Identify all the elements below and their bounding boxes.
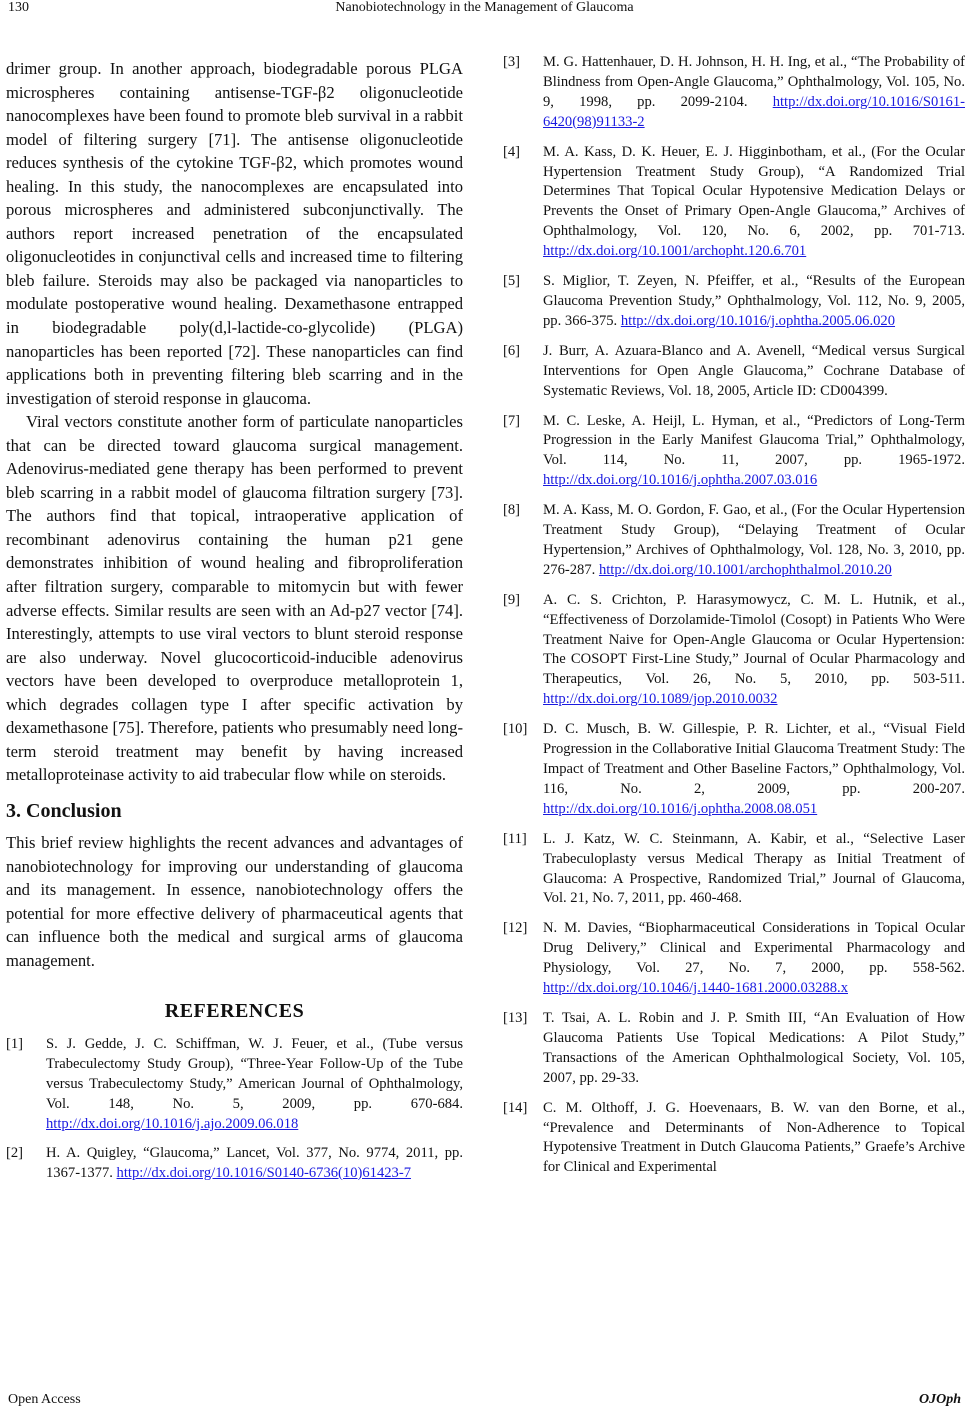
reference-number: [14] xyxy=(503,1099,528,1116)
page-number: 130 xyxy=(8,0,29,15)
reference-number: [10] xyxy=(503,721,528,738)
reference-item xyxy=(503,591,965,710)
reference-item xyxy=(503,501,965,581)
reference-item xyxy=(503,342,965,402)
references-list-left xyxy=(6,1035,463,1183)
reference-citation: A. C. S. Crichton, P. Harasymowycz, C. M. L. Hutnik, et al., “Effectiveness of Dorzolamide-Timolol (Cosopt) in Patients Who Were Treatment Naive for Open-Angle Glaucoma or Ocular Hypertension: The COSOPT First-Line Study,” Journal of Ocular Pharmacology and Therapeutics, Vol. 26, No. 5, 2010, pp. 503-511. xyxy=(543,591,965,688)
reference-number: [11] xyxy=(503,830,527,847)
right-column xyxy=(503,53,965,1188)
reference-citation: L. J. Katz, W. C. Steinmann, A. Kabir, et al., “Selective Laser Trabeculoplasty versus Medical Therapy as Initial Treatment of Glaucoma: A Prospective, Randomized Trial,” Journal of Glaucoma, Vol. 21, No. 7, 2011, pp. 460-468. xyxy=(543,830,965,907)
reference-item xyxy=(6,1035,463,1135)
reference-text xyxy=(543,143,965,262)
reference-text xyxy=(543,830,965,910)
journal-abbrev: OJOph xyxy=(918,1392,961,1407)
reference-citation: M. A. Kass, M. O. Gordon, F. Gao, et al., (For the Ocular Hypertension Treatment Study Group), “Delaying Treatment of Ocular Hypertension,” Archives of Ophthalmology, Vol. 128, No. 3, 2010, pp. 276-287. xyxy=(543,502,965,578)
doi-link[interactable]: http://dx.doi.org/10.1016/S0140-6736(10)61423-7 xyxy=(116,1164,411,1181)
reference-citation: J. Burr, A. Azuara-Blanco and A. Avenell, “Medical versus Surgical Interventions for Open Angle Glaucoma,” Cochrane Database of Systematic Reviews, Vol. 18, 2005, Article ID: CD004399. xyxy=(543,342,965,399)
running-title: Nanobiotechnology in the Management of Glaucoma xyxy=(335,0,634,15)
doi-link[interactable]: http://dx.doi.org/10.1016/j.ophtha.2007.03.016 xyxy=(543,472,818,489)
reference-text xyxy=(543,501,965,581)
reference-number: [2] xyxy=(6,1144,24,1161)
body-paragraph-2: Viral vectors constitute another form of particulate nanoparticles that can be directed toward glaucoma surgical management. Adenovirus-mediated gene therapy has been performed to prevent bleb scarring in a rabbit model of glaucoma filtration surgery [73]. The authors find that topical, intraoperative application of recombinant adenovirus containing the human p21 gene demonstrates inhibition of wound healing and fibroproliferation after filtration surgery, comparable to mitomycin but with fewer adverse effects. Similar results are seen with an Ad-p27 vector [74]. Interestingly, attempts to use viral vectors to blunt steroid response are also underway. Novel glucocorticoid-inducible adenovirus vectors have been developed to overproduce metalloprotein 1, which degrades collagen type I after specific activation by dexamethasone [75]. Therefore, patients who presumably need long-term steroid treatment may benefit by having increased metalloproteinase activity to aid trabecular flow while on steroids. xyxy=(6,412,463,785)
footer-open-access: Open Access xyxy=(8,1392,81,1407)
reference-citation: M. C. Leske, A. Heijl, L. Hyman, et al., “Predictors of Long-Term Progression in the Early Manifest Glaucoma Trial,” Ophthalmology, Vol. 114, No. 11, 2007, pp. 1965-1972. xyxy=(543,412,965,469)
reference-item xyxy=(503,143,965,262)
conclusion-heading: 3. Conclusion xyxy=(6,799,122,822)
reference-item xyxy=(503,1009,965,1089)
doi-link[interactable]: http://dx.doi.org/10.1001/archopht.120.6.701 xyxy=(543,243,807,260)
reference-item xyxy=(503,272,965,332)
reference-text xyxy=(46,1035,463,1135)
reference-number: [12] xyxy=(503,920,528,937)
conclusion-paragraph: This brief review highlights the recent advances and advantages of nanobiotechnology for improving our understanding of glaucoma and its management. In essence, nanobiotechnology offers the potential for more effective delivery of pharmaceutical agents that can influence both the medical and surgical arms of glaucoma management. xyxy=(6,832,463,970)
doi-link[interactable]: http://dx.doi.org/10.1016/j.ophtha.2008.08.051 xyxy=(543,800,818,817)
reference-item xyxy=(503,720,965,820)
reference-citation: C. M. Olthoff, J. G. Hoevenaars, B. W. van den Borne, et al., “Prevalence and Determinants of Non-Adherence to Topical Hypotensive Treatment in Dutch Glaucoma Patients,” Graefe’s Archive for Clinical and Experimental xyxy=(543,1099,965,1176)
reference-number: [8] xyxy=(503,502,521,519)
reference-item xyxy=(503,830,965,910)
reference-item xyxy=(6,1144,463,1184)
reference-text xyxy=(543,1009,965,1089)
reference-text xyxy=(543,53,965,133)
reference-number: [7] xyxy=(503,412,521,429)
body-paragraph-1: drimer group. In another approach, biodegradable porous PLGA microspheres containing antisense-TGF-β2 oligonucleotide nanocomplexes have been found to promote bleb survival in a rabbit model of filtering surgery [71]. The antisense oligonucleotide reduces synthesis of the cytokine TGF-β2, which promotes wound healing. In this study, the nanocomplexes are encapsulated into porous microspheres and administered subconjunctivally. The authors report increased penetration of the encapsulated oligonucleotides in conjunctival cells and increased time to filtering bleb failure. Steroids may also be packaged via nanoparticles to modulate postoperative wound healing. Dexamethasone entrapped in biodegradable poly(d,l-lactide-co-glycolide) (PLGA) nanoparticles has been reported [72]. These nanoparticles can find applications both in preventing filtering bleb scarring and in the investigation of steroid response in glaucoma. xyxy=(6,59,463,408)
doi-link[interactable]: http://dx.doi.org/10.1016/S0161-6420(98)91133-2 xyxy=(543,93,965,130)
reference-number: [13] xyxy=(503,1009,528,1026)
doi-link[interactable]: http://dx.doi.org/10.1016/j.ophtha.2005.06.020 xyxy=(620,312,896,329)
left-column xyxy=(6,57,463,1193)
reference-text xyxy=(543,412,965,492)
reference-number: [1] xyxy=(6,1036,24,1053)
references-heading: REFERENCES xyxy=(164,1000,305,1023)
doi-link[interactable]: http://dx.doi.org/10.1046/j.1440-1681.2000.03288.x xyxy=(543,980,848,997)
reference-text xyxy=(543,591,965,710)
reference-text xyxy=(543,342,965,402)
reference-number: [6] xyxy=(503,342,521,359)
doi-link[interactable]: http://dx.doi.org/10.1001/archophthalmol.2010.20 xyxy=(598,561,892,578)
reference-text xyxy=(46,1144,463,1184)
reference-number: [3] xyxy=(503,54,521,70)
reference-citation: T. Tsai, A. L. Robin and J. P. Smith III, “An Evaluation of How Glaucoma Patients Use Topical Medications: A Pilot Study,” Transactions of the American Ophthalmological Society, Vol. 105, 2007, pp. 29-33. xyxy=(543,1009,965,1086)
reference-citation: M. A. Kass, D. K. Heuer, E. J. Higginbotham, et al., (For the Ocular Hypertension Treatment Study Group), “A Randomized Trial Determines That Topical Ocular Hypotensive Medication Delays or Prevents the Onset of Primary Open-Angle Glaucoma,” Archives of Ophthalmology, Vol. 120, No. 6, 2002, pp. 701-713. xyxy=(543,143,965,240)
reference-text xyxy=(543,919,965,999)
doi-link[interactable]: http://dx.doi.org/10.1089/jop.2010.0032 xyxy=(543,691,778,708)
reference-citation: S. Miglior, T. Zeyen, N. Pfeiffer, et al., “Results of the European Glaucoma Prevention Study,” Ophthalmology, Vol. 112, No. 9, 2005, pp. 366-375. xyxy=(543,273,965,329)
reference-citation: M. G. Hattenhauer, D. H. Johnson, H. H. Ing, et al., “The Probability of Blindness from Open-Angle Glaucoma,” Ophthalmology, Vol. 105, No. 9, 1998, pp. 2099-2104. xyxy=(543,54,965,110)
reference-item xyxy=(503,1099,965,1179)
references-list-right xyxy=(503,53,965,1178)
reference-number: [4] xyxy=(503,143,521,160)
reference-text xyxy=(543,1099,965,1179)
reference-citation: D. C. Musch, B. W. Gillespie, P. R. Lichter, et al., “Visual Field Progression in the Collaborative Initial Glaucoma Treatment Study: The Impact of Treatment and Other Baseline Factors,” Ophthalmology, Vol. 116, No. 2, 2009, pp. 200-207. xyxy=(543,721,965,797)
doi-link[interactable]: http://dx.doi.org/10.1016/j.ajo.2009.06.018 xyxy=(46,1115,299,1132)
reference-number: [5] xyxy=(503,273,521,290)
reference-item xyxy=(503,919,965,999)
reference-citation: H. A. Quigley, “Glaucoma,” Lancet, Vol. 377, No. 9774, 2011, pp. 1367-1377. xyxy=(46,1144,463,1181)
reference-text xyxy=(543,720,965,820)
reference-citation: N. M. Davies, “Biopharmaceutical Considerations in Topical Ocular Drug Delivery,” Clinical and Experimental Pharmacology and Physiology, Vol. 27, No. 7, 2000, pp. 558-562. xyxy=(543,920,965,977)
reference-text xyxy=(543,272,965,332)
reference-citation: S. J. Gedde, J. C. Schiffman, W. J. Feuer, et al., (Tube versus Trabeculectomy Study Group), “Three-Year Follow-Up of the Tube versus Trabeculectomy Study,” American Journal of Ophthalmology, Vol. 148, No. 5, 2009, pp. 670-684. xyxy=(46,1036,463,1112)
reference-number: [9] xyxy=(503,591,521,608)
page-header xyxy=(0,0,969,22)
reference-item xyxy=(503,53,965,133)
reference-item xyxy=(503,412,965,492)
